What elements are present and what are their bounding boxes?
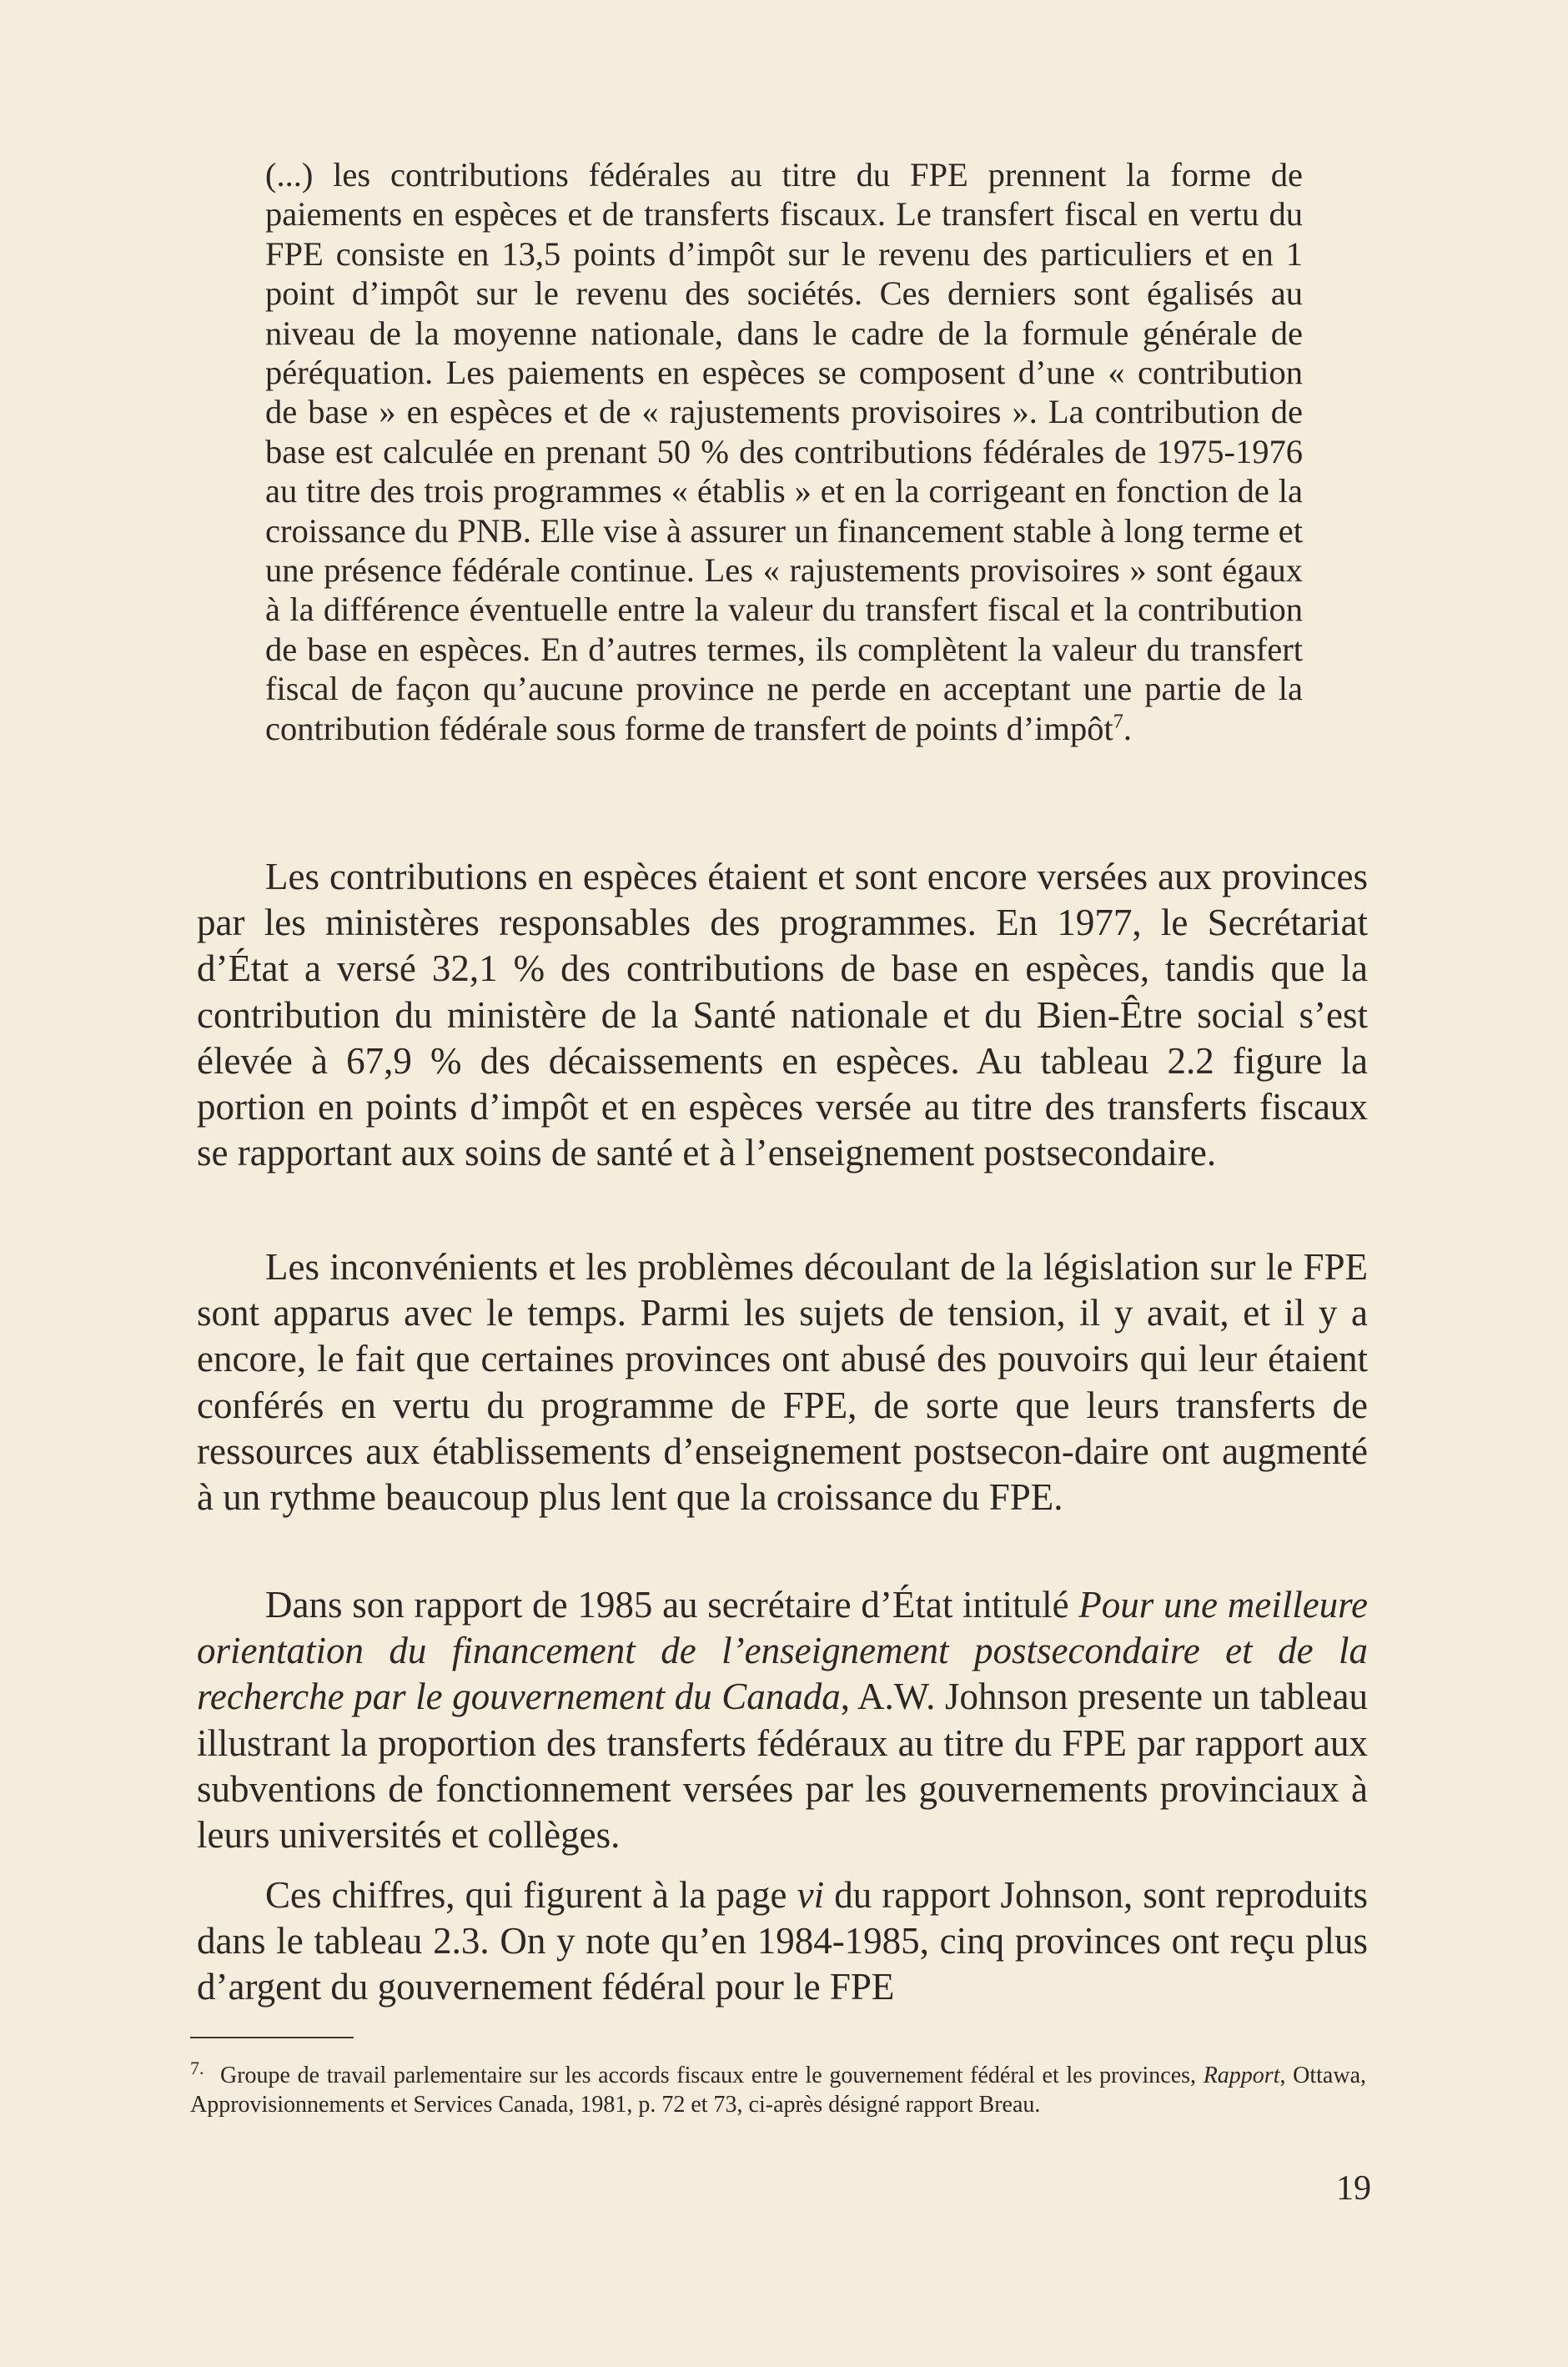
footnote-divider — [190, 2037, 354, 2038]
paragraph-fpe-problems: Les inconvénients et les problèmes découlant de la législation sur le FPE sont apparus avec le temps. Parmi les sujets de tension, il y avait, et il y a encore, le fait que certaines provinces ont abusé des pouvoirs qui leur étaient conférés en vertu du programme de FPE, de sorte que leurs transferts de ressources aux établissements d’enseignement postsecon-daire ont augmenté à un rythme beaucoup plus lent que la croissance du FPE. — [197, 1246, 1368, 1519]
quote-end: . — [1123, 709, 1132, 747]
footnote-title: Rapport — [1203, 2063, 1280, 2088]
footnote-text: , Ottawa, Approvisionnements et Services Canada, 1981, p. 72 et 73, ci-après désigné rapport Breau. — [190, 2063, 1367, 2118]
paragraph-text: , A.W. Johnson presente un tableau illustrant la proportion des transferts fédéraux au titre du FPE par rapport aux subventions de fonctionnement versées par les gouvernements provinciaux à leurs universités et collèges. — [197, 1676, 1368, 1857]
block-quote — [265, 155, 1303, 748]
page-reference: vi — [797, 1874, 825, 1916]
paragraph-text: Ces chiffres, qui figurent à la page — [265, 1874, 797, 1916]
page-number: 19 — [1336, 2169, 1371, 2208]
paragraph-cash-contributions: Les contributions en espèces étaient et sont encore versées aux provinces par les ministères responsables des programmes. En 1977, le Secrétariat d’État a versé 32,1 % des contributions de base en espèces, tandis que la contribution du ministère de la Santé nationale et du Bien-Être social s’est élevée à 67,9 % des décaissements en espèces. Au tableau 2.2 figure la portion en points d’impôt et en espèces versée au titre des transferts fiscaux se rapportant aux soins de santé et à l’enseignement postsecondaire. — [197, 856, 1368, 1174]
footnote-marker: 7. — [190, 2058, 204, 2078]
paragraph-text: du rapport Johnson, sont reproduits dans le tableau 2.3. On y note qu’en 1984-1985, cinq provinces ont reçu plus d’argent du gouvernement fédéral pour le FPE — [197, 1874, 1368, 2008]
report-title: Pour une meilleure orientation du financement de l’enseignement postsecondaire et de la recherche par le gouvernement du Canada — [197, 1584, 1368, 1718]
paragraph-figures — [197, 1872, 1368, 2011]
footnote-reference: 7 — [1113, 710, 1123, 733]
paragraph-text: Dans son rapport de 1985 au secrétaire d’État intitulé — [265, 1584, 1079, 1626]
footnote — [190, 2053, 1366, 2119]
quote-text: (...) les contributions fédérales au titre du FPE prennent la forme de paiements en espèces et de transferts fiscaux. Le transfert fiscal en vertu du FPE consiste en 13,5 points d’impôt sur le revenu des particuliers et en 1 point d’impôt sur le revenu des sociétés. Ces derniers sont égalisés au niveau de la moyenne nationale, dans le cadre de la formule générale de péréquation. Les paiements en espèces se composent d’une « contribution de base » en espèces et de « rajustements provisoires ». La contribution de base est calculée en prenant 50 % des contributions fédérales de 1975-1976 au titre des trois programmes « établis » et en la corrigeant en fonction de la croissance du PNB. Elle vise à assurer un financement stable à long terme et une présence fédérale continue. Les « rajustements provisoires » sont égaux à la différence éventuelle entre la valeur du transfert fiscal et la contribution de base en espèces. En d’autres termes, ils complètent la valeur du transfert fiscal de façon qu’aucune province ne perde en acceptant une partie de la contribution fédérale sous forme de transfert de points d’impôt — [265, 156, 1303, 747]
footnote-text: Groupe de travail parlementaire sur les accords fiscaux entre le gouvernement fédéral et les provinces, — [220, 2063, 1204, 2088]
paragraph-johnson-report — [197, 1582, 1368, 1858]
